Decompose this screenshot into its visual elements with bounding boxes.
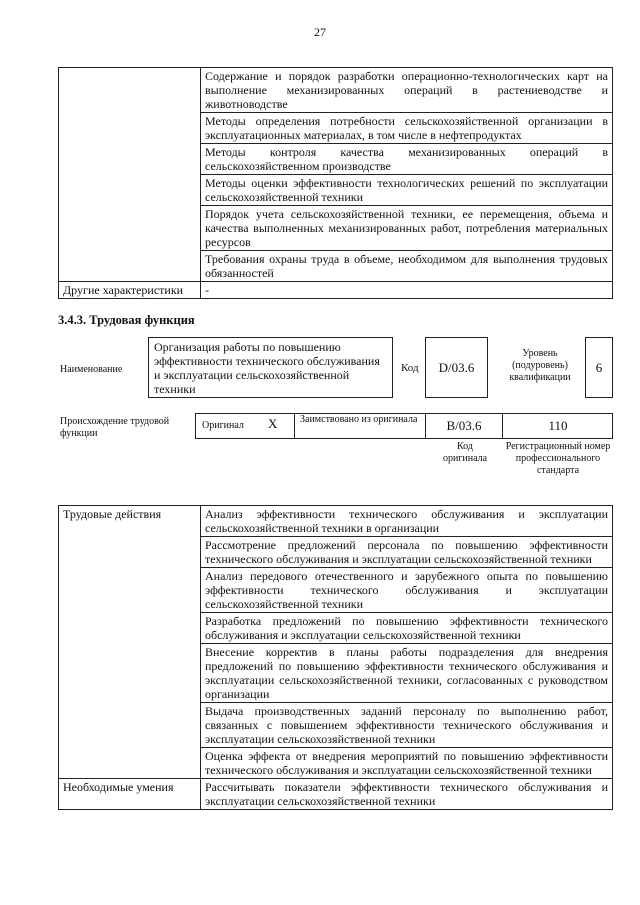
- name-value: Организация работы по повышению эффективности технического обслуживания и эксплуатации сельскохозяйственной техники: [154, 340, 380, 396]
- level-box: [585, 337, 613, 398]
- empty-label-cell: [59, 68, 201, 282]
- page-number: 27: [314, 25, 326, 39]
- original-label: Оригинал: [202, 420, 244, 431]
- action-item: Анализ эффективности технического обслуживания и эксплуатации сельскохозяйственной техники в организации: [201, 506, 613, 537]
- code-box: [425, 337, 488, 398]
- knowledge-item: Порядок учета сельскохозяйственной техники, ее перемещения, объема и качества выполненных механизированных работ, потребления материальных ресурсов: [201, 206, 613, 251]
- action-label: Трудовые действия: [59, 506, 201, 779]
- original-mark: X: [268, 416, 278, 431]
- reg-value: 110: [548, 418, 568, 433]
- other-value: -: [201, 282, 613, 299]
- table-row: [59, 282, 613, 299]
- action-item: Анализ передового отечественного и зарубежного опыта по повышению эффективности технического обслуживания и эксплуатации сельскохозяйственной техники: [201, 568, 613, 613]
- action-item: Выдача производственных заданий персоналу по выполнению работ, связанных с повышением эффективности технического обслуживания и эксплуатации сельскохозяйственной техники: [201, 703, 613, 748]
- action-item: Рассмотрение предложений персонала по повышению эффективности технического обслуживания и эксплуатации сельскохозяйственной техники: [201, 537, 613, 568]
- skill-label: Необходимые умения: [59, 779, 201, 810]
- orig-code-value: B/03.6: [446, 418, 482, 433]
- actions-table: [58, 505, 613, 810]
- origin-divider-1: [294, 413, 295, 439]
- table-row: [59, 506, 613, 537]
- knowledge-table: [58, 67, 613, 299]
- knowledge-item: Методы контроля качества механизированных операций в сельскохозяйственном производстве: [201, 144, 613, 175]
- name-box: [148, 337, 393, 398]
- level-value: 6: [595, 359, 603, 375]
- skill-item: Рассчитывать показатели эффективности технического обслуживания и эксплуатации сельскохозяйственной техники: [201, 779, 613, 810]
- action-item: Внесение корректив в планы работы подразделения для внедрения предложений по повышению эффективности технического обслуживания и эксплуатации сельскохозяйственной техники, согласованных с руководством организации: [201, 644, 613, 703]
- borrowed-label: Заимствовано из оригинала: [300, 414, 418, 425]
- orig-code-caption: Код оригинала: [442, 441, 488, 464]
- knowledge-item: Методы определения потребности сельскохозяйственной организации в эксплуатационных материалах, в том числе в нефтепродуктах: [201, 113, 613, 144]
- code-value: D/03.6: [438, 359, 475, 375]
- name-label: Наименование: [60, 364, 123, 375]
- action-item: Оценка эффекта от внедрения мероприятий по повышению эффективности технического обслуживания и эксплуатации сельскохозяйственной техники: [201, 748, 613, 779]
- knowledge-item: Содержание и порядок разработки операционно-технологических карт на выполнение механизированных операций в растениеводстве и животноводстве: [201, 68, 613, 113]
- knowledge-item: Требования охраны труда в объеме, необходимом для выполнения трудовых обязанностей: [201, 251, 613, 282]
- table-row: [59, 779, 613, 810]
- origin-label: Происхождение трудовой функции: [60, 416, 170, 439]
- table-row: [59, 68, 613, 113]
- level-label: Уровень (подуровень) квалификации: [509, 348, 571, 383]
- knowledge-item: Методы оценки эффективности технологических решений по эксплуатации сельскохозяйственной техники: [201, 175, 613, 206]
- code-label: Код: [401, 362, 419, 374]
- action-item: Разработка предложений по повышению эффективности технического обслуживания и эксплуатации сельскохозяйственной техники: [201, 613, 613, 644]
- other-label: Другие характеристики: [59, 282, 201, 299]
- section-heading: 3.4.3. Трудовая функция: [58, 313, 195, 327]
- reg-caption: Регистрационный номер профессионального стандарта: [505, 441, 611, 476]
